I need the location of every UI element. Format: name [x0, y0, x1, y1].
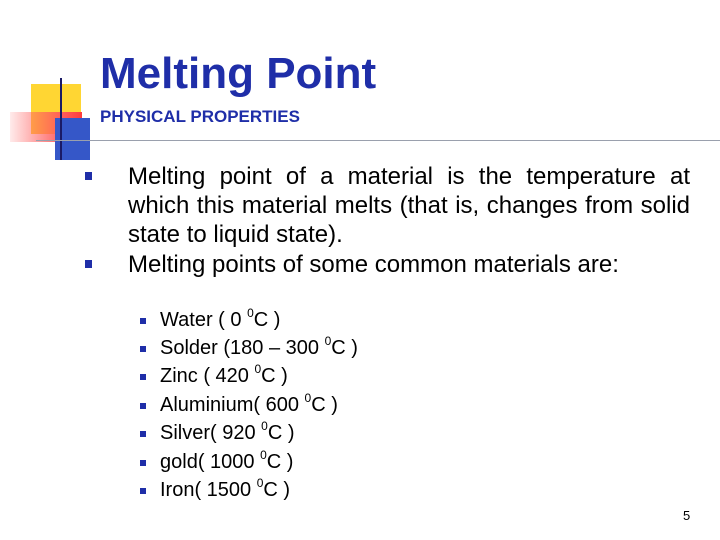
- material-text: Water ( 0 $^0$C ): [160, 306, 281, 331]
- bullet-item: [85, 250, 690, 279]
- square-bullet-icon: [140, 374, 146, 380]
- material-item: [140, 450, 293, 477]
- material-item: [140, 421, 295, 448]
- slide-title: Melting Point: [100, 49, 377, 98]
- material-item: [140, 308, 280, 335]
- material-text: Silver( 920 $^0$C ): [160, 419, 295, 444]
- square-bullet-icon: [140, 460, 146, 466]
- square-bullet-icon: [140, 488, 146, 494]
- bullet-text: Melting points of some common materials are:: [128, 251, 619, 278]
- bullet-item: [85, 162, 690, 249]
- material-item: [140, 336, 358, 363]
- square-bullet-icon: [140, 431, 146, 437]
- square-bullet-icon: [85, 260, 92, 268]
- page-number: 5: [683, 508, 691, 523]
- material-text: Solder (180 – 300 $^0$C ): [160, 334, 358, 359]
- slide-subtitle: PHYSICAL PROPERTIES: [100, 107, 300, 126]
- material-text: Zinc ( 420 $^0$C ): [160, 362, 288, 387]
- material-item: [140, 393, 338, 420]
- material-item: [140, 364, 288, 391]
- material-text: Aluminium( 600 $^0$C ): [160, 391, 338, 416]
- square-bullet-icon: [140, 318, 146, 324]
- square-bullet-icon: [140, 346, 146, 352]
- square-bullet-icon: [140, 403, 146, 409]
- material-item: [140, 478, 290, 505]
- material-text: Iron( 1500 $^0$C ): [160, 476, 291, 501]
- square-bullet-icon: [85, 172, 92, 180]
- material-text: gold( 1000 $^0$C ): [160, 448, 294, 473]
- bullet-text: Melting point of a material is the temperature at which this material melts (that is, changes from solid state to liquid state).: [128, 163, 690, 248]
